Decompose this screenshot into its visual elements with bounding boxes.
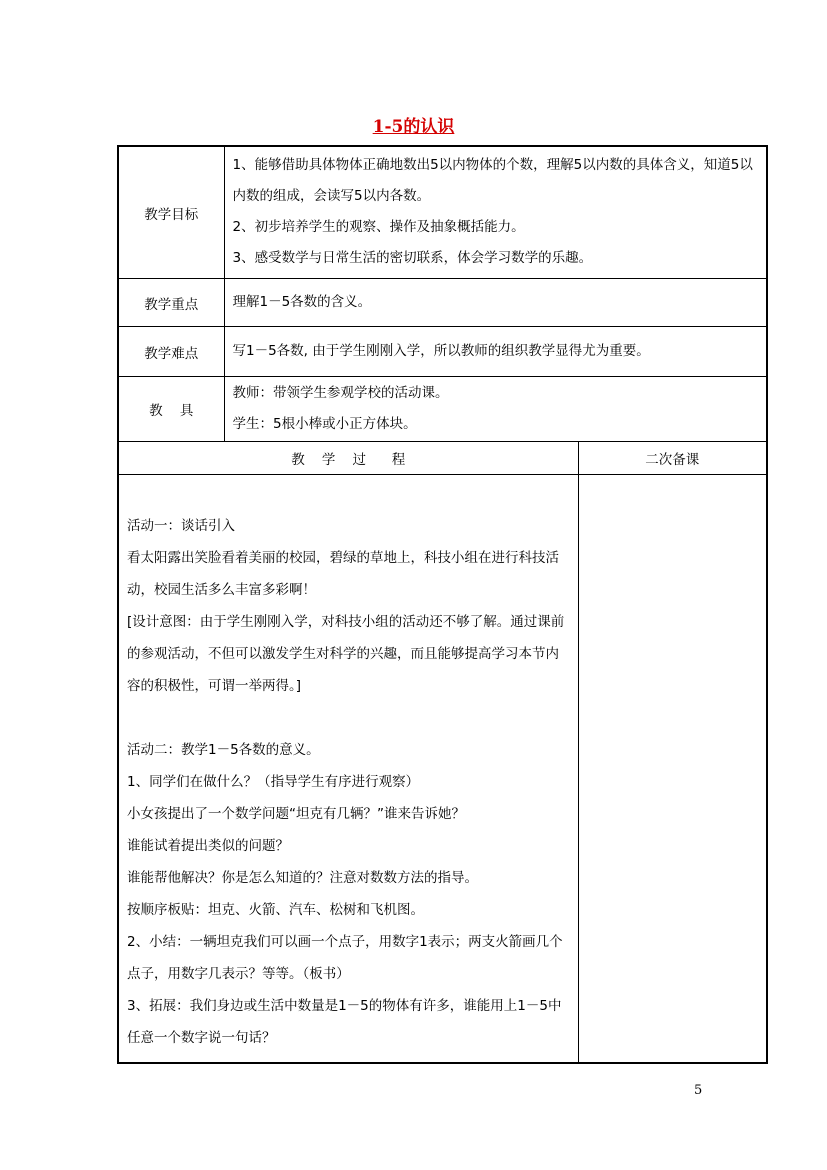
tools-content	[224, 377, 767, 442]
goal-item-3: 3、感受数学与日常生活的密切联系，体会学习数学的乐趣。	[232, 250, 593, 266]
row-process	[118, 475, 767, 1063]
tools-teacher: 教师：带领学生参观学校的活动课。	[232, 385, 449, 401]
step1-d: 按顺序板贴：坦克、火箭、汽车、松树和飞机图。	[127, 902, 424, 918]
row-process-header	[118, 442, 767, 475]
process-header: 教 学 过 程	[118, 442, 578, 475]
goals-label: 教学目标	[118, 146, 224, 279]
tools-label: 教 具	[118, 377, 224, 442]
activity1-title: 活动一：谈话引入	[127, 518, 235, 534]
goal-item-2: 2、初步培养学生的观察、操作及抽象概括能力。	[232, 219, 525, 235]
row-tools	[118, 377, 767, 442]
step1-c: 谁能帮他解决？你是怎么知道的？注意对数数方法的指导。	[127, 870, 478, 886]
notes-header: 二次备课	[578, 442, 767, 475]
step1-b: 谁能试着提出类似的问题？	[127, 838, 289, 854]
activity1-text: 看太阳露出笑脸看着美丽的校园，碧绿的草地上，科技小组在进行科技活动，校园生活多么丰富多彩啊！	[127, 550, 559, 598]
document-title: 1-5的认识	[372, 117, 455, 137]
difficulty-text: 写1－5各数, 由于学生刚刚入学，所以教师的组织教学显得尤为重要。	[224, 327, 767, 377]
goal-item-1: 1、能够借助具体物体正确地数出5以内物体的个数，理解5以内数的具体含义，知道5以内数的组成，会读写5以内各数。	[232, 157, 753, 204]
step3: 3、拓展：我们身边或生活中数量是1－5的物体有许多，谁能用上1－5中任意一个数字说一句话？	[127, 998, 562, 1046]
activity2-title: 活动二：教学1－5各数的意义。	[127, 742, 320, 758]
row-difficulty	[118, 327, 767, 377]
design-intent: [设计意图：由于学生刚刚入学，对科技小组的活动还不够了解。通过课前的参观活动，不但可以激发学生对科学的兴趣，而且能够提高学习本节内容的积极性，可谓一举两得。]	[127, 614, 565, 694]
process-content	[118, 475, 578, 1063]
key-point-label: 教学重点	[118, 279, 224, 327]
step2: 2、小结：一辆坦克我们可以画一个点子，用数字1表示；两支火箭画几个点子，用数字几表示？等等。（板书）	[127, 934, 563, 982]
row-key-point	[118, 279, 767, 327]
page-number: 5	[694, 1083, 703, 1098]
step1-a: 小女孩提出了一个数学问题“坦克有几辆？”谁来告诉她？	[127, 806, 465, 822]
goals-content	[224, 146, 767, 279]
tools-student: 学生：5根小棒或小正方体块。	[232, 416, 417, 432]
key-point-text: 理解1－5各数的含义。	[224, 279, 767, 327]
row-goals	[118, 146, 767, 279]
step1: 1、同学们在做什么？（指导学生有序进行观察）	[127, 774, 420, 790]
notes-content	[578, 475, 767, 1063]
lesson-plan-table	[117, 145, 768, 1064]
difficulty-label: 教学难点	[118, 327, 224, 377]
